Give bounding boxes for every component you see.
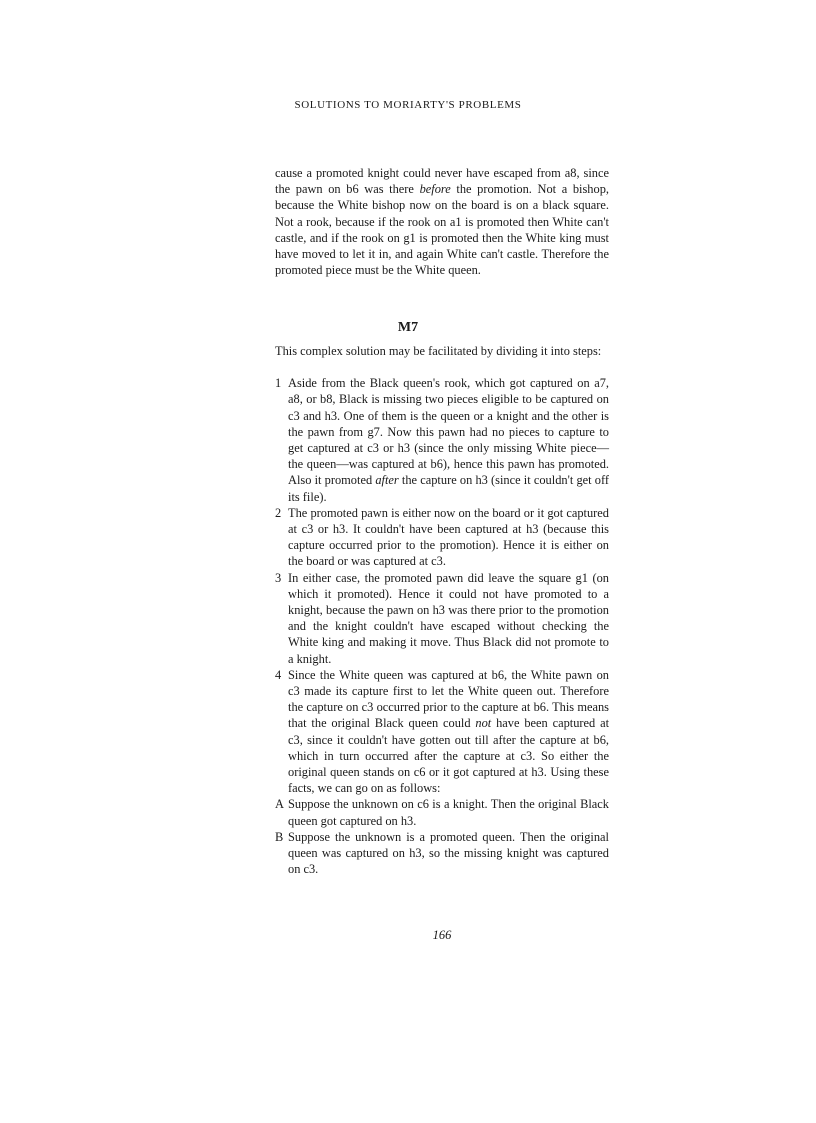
intro-text-a: cause a promoted knight could never have escaped from a8, since the pawn on b6 was there xyxy=(275,166,609,197)
step-text xyxy=(288,375,609,505)
intro-text-b: the promotion. Not a bishop, because the White bishop now on the board is on a black square. Not a rook, because if the rook on a1 is promoted then White can't castle, and if the rook on g1 is promoted then the White king must have moved to let it in, and again White can't castle. Therefore the promoted piece must be the White queen. xyxy=(275,182,609,278)
step-2 xyxy=(275,505,609,570)
intro-paragraph xyxy=(275,165,609,278)
intro-emphasis: before xyxy=(419,182,451,197)
step-text: The promoted pawn is either now on the board or it got captured at c3 or h3. It couldn't have been captured at h3 (because this capture occurred prior to the promotion). Hence it is either on the board or was captured at c3. xyxy=(288,505,609,569)
step-emphasis: not xyxy=(475,716,492,731)
steps-list xyxy=(275,375,609,877)
step-number: A xyxy=(275,797,284,812)
section-heading: M7 xyxy=(397,320,419,335)
m7-solution xyxy=(275,343,609,878)
step-number: B xyxy=(275,829,284,844)
step-1 xyxy=(275,375,609,505)
step-text: In either case, the promoted pawn did leave the square g1 (on which it promoted). Hence it could not have promoted to a knight, because the pawn on h3 was there prior to the promotion and the knight couldn't have escaped without checking the White king and making it move. Thus Black did not promote to a knight. xyxy=(288,570,609,666)
step-3 xyxy=(275,570,609,667)
m7-intro: This complex solution may be facilitated by dividing it into steps: xyxy=(275,344,602,358)
step-4 xyxy=(275,667,609,797)
step-emphasis: after xyxy=(375,473,399,488)
step-number: 3 xyxy=(275,570,282,585)
step-b xyxy=(275,829,609,878)
step-text-b: have been captured at c3, since it couldn't have gotten out till after the capture at b6, which in turn occurred after the capture at c3. So either the original queen stands on c6 or it got captured at h3. Using these facts, we can go on as follows: xyxy=(288,716,610,796)
running-head: SOLUTIONS TO MORIARTY'S PROBLEMS xyxy=(294,99,522,111)
step-number: 4 xyxy=(275,667,282,682)
step-number: 1 xyxy=(275,376,282,391)
step-a xyxy=(275,796,609,828)
step-number: 2 xyxy=(275,505,282,520)
page-number: 166 xyxy=(432,928,452,942)
step-text-b: the capture on h3 (since it couldn't get off its file). xyxy=(288,473,609,504)
step-text-a: Aside from the Black queen's rook, which got captured on a7, a8, or b8, Black is missing two pieces eligible to be captured on c3 and h3. One of them is the queen or a knight and the other is the pawn from g7. Now this pawn had no pieces to capture to get captured at c3 or h3 (since the only missing White piece—the queen—was captured at b6), hence this pawn has promoted. Also it promoted xyxy=(288,376,609,488)
step-text xyxy=(288,667,609,797)
step-text-a: Since the White queen was captured at b6, the White pawn on c3 made its capture first to let the White queen out. Therefore the capture on c3 occurred prior to the capture at b6. This means that the original Black queen could xyxy=(288,667,609,731)
step-text: Suppose the unknown is a promoted queen. Then the original queen was captured on h3, so the missing knight was captured on c3. xyxy=(288,829,609,877)
step-text: Suppose the unknown on c6 is a knight. Then the original Black queen got captured on h3. xyxy=(288,797,609,828)
